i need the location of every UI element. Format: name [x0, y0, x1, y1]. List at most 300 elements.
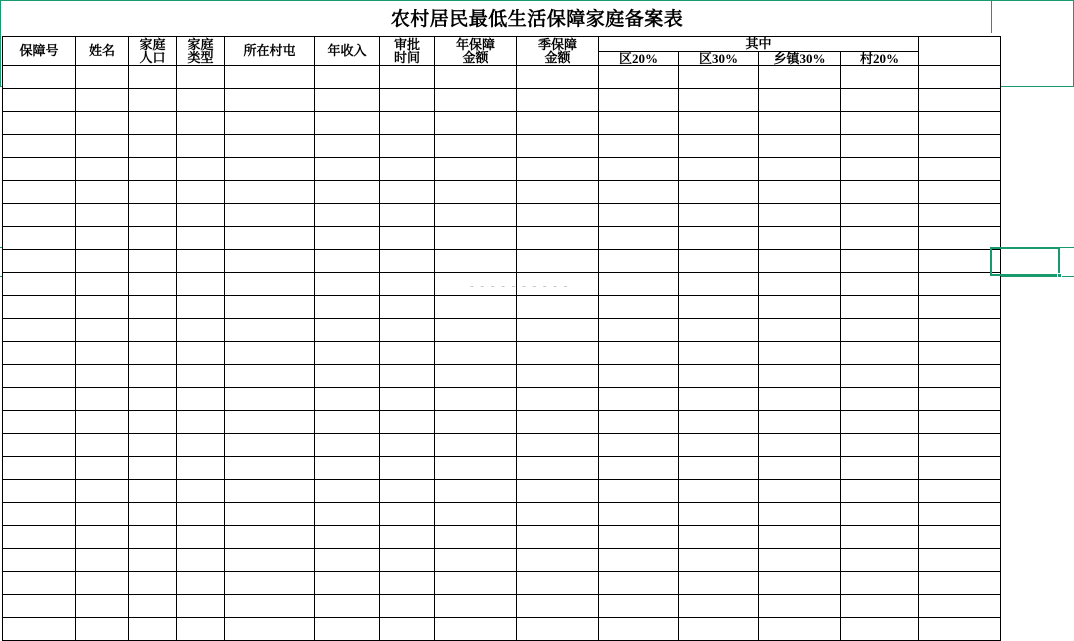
table-cell[interactable] — [76, 595, 129, 618]
table-cell[interactable] — [129, 66, 177, 89]
table-cell[interactable] — [759, 181, 841, 204]
table-cell[interactable] — [517, 595, 599, 618]
table-cell[interactable] — [315, 135, 380, 158]
table-cell[interactable] — [177, 135, 225, 158]
table-cell[interactable] — [599, 273, 679, 296]
table-cell[interactable] — [380, 526, 435, 549]
table-cell[interactable] — [679, 549, 759, 572]
table-cell[interactable] — [129, 457, 177, 480]
table-cell[interactable] — [380, 227, 435, 250]
table-cell[interactable] — [841, 89, 919, 112]
table-cell[interactable] — [76, 204, 129, 227]
table-cell[interactable] — [841, 572, 919, 595]
table-cell[interactable] — [599, 549, 679, 572]
table-cell[interactable] — [841, 319, 919, 342]
table-row[interactable] — [3, 365, 1001, 388]
table-cell[interactable] — [599, 319, 679, 342]
table-cell[interactable] — [517, 89, 599, 112]
table-cell[interactable] — [129, 365, 177, 388]
table-cell[interactable] — [919, 434, 1001, 457]
table-cell[interactable] — [919, 250, 1001, 273]
table-cell[interactable] — [177, 411, 225, 434]
table-cell[interactable] — [3, 480, 76, 503]
table-row[interactable] — [3, 388, 1001, 411]
table-cell[interactable] — [380, 112, 435, 135]
table-cell[interactable] — [919, 549, 1001, 572]
table-cell[interactable] — [517, 365, 599, 388]
table-cell[interactable] — [599, 434, 679, 457]
table-cell[interactable] — [380, 342, 435, 365]
table-row[interactable] — [3, 572, 1001, 595]
table-cell[interactable] — [225, 112, 315, 135]
table-cell[interactable] — [177, 503, 225, 526]
table-cell[interactable] — [919, 503, 1001, 526]
table-cell[interactable] — [380, 411, 435, 434]
table-cell[interactable] — [3, 365, 76, 388]
table-cell[interactable] — [76, 365, 129, 388]
table-cell[interactable] — [919, 411, 1001, 434]
table-cell[interactable] — [315, 549, 380, 572]
table-cell[interactable] — [679, 204, 759, 227]
table-cell[interactable] — [225, 618, 315, 641]
table-cell[interactable] — [841, 273, 919, 296]
table-cell[interactable] — [380, 250, 435, 273]
table-cell[interactable] — [129, 158, 177, 181]
table-cell[interactable] — [315, 480, 380, 503]
table-cell[interactable] — [759, 572, 841, 595]
table-cell[interactable] — [599, 135, 679, 158]
table-cell[interactable] — [759, 618, 841, 641]
table-cell[interactable] — [225, 135, 315, 158]
table-cell[interactable] — [841, 480, 919, 503]
table-cell[interactable] — [3, 503, 76, 526]
table-row[interactable] — [3, 618, 1001, 641]
table-cell[interactable] — [435, 250, 517, 273]
table-cell[interactable] — [435, 112, 517, 135]
table-cell[interactable] — [759, 480, 841, 503]
table-cell[interactable] — [599, 204, 679, 227]
table-cell[interactable] — [919, 388, 1001, 411]
table-cell[interactable] — [435, 572, 517, 595]
table-cell[interactable] — [76, 342, 129, 365]
table-cell[interactable] — [599, 572, 679, 595]
table-cell[interactable] — [517, 388, 599, 411]
table-cell[interactable] — [129, 319, 177, 342]
table-cell[interactable] — [315, 457, 380, 480]
table-cell[interactable] — [759, 526, 841, 549]
table-cell[interactable] — [599, 388, 679, 411]
table-cell[interactable] — [76, 66, 129, 89]
table-cell[interactable] — [3, 342, 76, 365]
table-cell[interactable] — [177, 618, 225, 641]
table-cell[interactable] — [129, 572, 177, 595]
table-cell[interactable] — [177, 66, 225, 89]
table-cell[interactable] — [599, 411, 679, 434]
table-cell[interactable] — [919, 296, 1001, 319]
table-cell[interactable] — [435, 434, 517, 457]
table-row[interactable] — [3, 158, 1001, 181]
table-cell[interactable] — [380, 319, 435, 342]
table-cell[interactable] — [315, 365, 380, 388]
table-cell[interactable] — [3, 273, 76, 296]
table-cell[interactable] — [225, 319, 315, 342]
table-cell[interactable] — [435, 319, 517, 342]
table-cell[interactable] — [841, 549, 919, 572]
table-row[interactable] — [3, 66, 1001, 89]
table-cell[interactable] — [679, 250, 759, 273]
table-cell[interactable] — [679, 526, 759, 549]
table-body[interactable] — [3, 66, 1001, 641]
table-cell[interactable] — [679, 273, 759, 296]
table-cell[interactable] — [129, 89, 177, 112]
table-cell[interactable] — [76, 457, 129, 480]
table-cell[interactable] — [517, 572, 599, 595]
table-cell[interactable] — [76, 89, 129, 112]
table-cell[interactable] — [435, 181, 517, 204]
table-cell[interactable] — [315, 273, 380, 296]
table-cell[interactable] — [129, 181, 177, 204]
table-cell[interactable] — [380, 434, 435, 457]
table-cell[interactable] — [517, 250, 599, 273]
table-cell[interactable] — [759, 549, 841, 572]
table-cell[interactable] — [841, 503, 919, 526]
table-cell[interactable] — [129, 296, 177, 319]
table-cell[interactable] — [759, 227, 841, 250]
table-cell[interactable] — [76, 296, 129, 319]
table-cell[interactable] — [225, 342, 315, 365]
table-cell[interactable] — [517, 181, 599, 204]
table-cell[interactable] — [3, 66, 76, 89]
table-cell[interactable] — [3, 457, 76, 480]
table-cell[interactable] — [435, 549, 517, 572]
table-cell[interactable] — [177, 549, 225, 572]
table-cell[interactable] — [841, 457, 919, 480]
table-cell[interactable] — [679, 572, 759, 595]
table-cell[interactable] — [599, 89, 679, 112]
table-cell[interactable] — [129, 618, 177, 641]
table-cell[interactable] — [679, 457, 759, 480]
table-cell[interactable] — [225, 549, 315, 572]
table-cell[interactable] — [177, 342, 225, 365]
table-cell[interactable] — [380, 618, 435, 641]
table-cell[interactable] — [380, 549, 435, 572]
table-cell[interactable] — [225, 388, 315, 411]
table-cell[interactable] — [919, 572, 1001, 595]
table-cell[interactable] — [225, 227, 315, 250]
table-cell[interactable] — [599, 365, 679, 388]
table-cell[interactable] — [517, 66, 599, 89]
table-cell[interactable] — [841, 595, 919, 618]
table-cell[interactable] — [517, 480, 599, 503]
table-cell[interactable] — [129, 273, 177, 296]
table-cell[interactable] — [919, 66, 1001, 89]
table-cell[interactable] — [225, 411, 315, 434]
table-cell[interactable] — [841, 388, 919, 411]
table-cell[interactable] — [177, 319, 225, 342]
table-cell[interactable] — [759, 365, 841, 388]
table-cell[interactable] — [315, 227, 380, 250]
table-cell[interactable] — [76, 112, 129, 135]
table-cell[interactable] — [679, 89, 759, 112]
table-cell[interactable] — [679, 388, 759, 411]
table-cell[interactable] — [517, 112, 599, 135]
table-cell[interactable] — [225, 595, 315, 618]
table-cell[interactable] — [759, 342, 841, 365]
table-cell[interactable] — [315, 342, 380, 365]
table-row[interactable] — [3, 503, 1001, 526]
table-row[interactable] — [3, 457, 1001, 480]
table-cell[interactable] — [225, 457, 315, 480]
table-cell[interactable] — [435, 595, 517, 618]
table-cell[interactable] — [841, 526, 919, 549]
table-cell[interactable] — [315, 503, 380, 526]
table-cell[interactable] — [435, 227, 517, 250]
table-cell[interactable] — [599, 112, 679, 135]
table-cell[interactable] — [759, 204, 841, 227]
table-cell[interactable] — [76, 549, 129, 572]
table-cell[interactable] — [380, 503, 435, 526]
table-cell[interactable] — [599, 618, 679, 641]
table-cell[interactable] — [380, 480, 435, 503]
table-cell[interactable] — [599, 503, 679, 526]
table-cell[interactable] — [679, 618, 759, 641]
table-cell[interactable] — [76, 273, 129, 296]
table-cell[interactable] — [129, 503, 177, 526]
table-cell[interactable] — [225, 66, 315, 89]
table-cell[interactable] — [841, 158, 919, 181]
table-cell[interactable] — [919, 135, 1001, 158]
table-cell[interactable] — [517, 457, 599, 480]
table-cell[interactable] — [679, 158, 759, 181]
table-cell[interactable] — [759, 158, 841, 181]
table-cell[interactable] — [599, 480, 679, 503]
table-cell[interactable] — [759, 388, 841, 411]
table-cell[interactable] — [129, 434, 177, 457]
table-cell[interactable] — [599, 158, 679, 181]
table-cell[interactable] — [76, 480, 129, 503]
table-cell[interactable] — [380, 388, 435, 411]
table-cell[interactable] — [3, 319, 76, 342]
table-cell[interactable] — [679, 503, 759, 526]
table-cell[interactable] — [3, 549, 76, 572]
table-cell[interactable] — [435, 480, 517, 503]
table-cell[interactable] — [759, 273, 841, 296]
table-cell[interactable] — [177, 388, 225, 411]
table-cell[interactable] — [435, 503, 517, 526]
table-row[interactable] — [3, 319, 1001, 342]
table-cell[interactable] — [380, 572, 435, 595]
table-cell[interactable] — [315, 158, 380, 181]
table-cell[interactable] — [380, 135, 435, 158]
table-cell[interactable] — [3, 89, 76, 112]
table-cell[interactable] — [177, 112, 225, 135]
table-cell[interactable] — [380, 66, 435, 89]
table-cell[interactable] — [129, 204, 177, 227]
table-cell[interactable] — [129, 595, 177, 618]
table-cell[interactable] — [759, 595, 841, 618]
table-cell[interactable] — [177, 526, 225, 549]
table-cell[interactable] — [599, 595, 679, 618]
table-cell[interactable] — [225, 89, 315, 112]
table-cell[interactable] — [380, 273, 435, 296]
table-cell[interactable] — [517, 434, 599, 457]
table-cell[interactable] — [129, 388, 177, 411]
table-cell[interactable] — [759, 112, 841, 135]
table-cell[interactable] — [177, 204, 225, 227]
table-cell[interactable] — [679, 296, 759, 319]
table-cell[interactable] — [380, 296, 435, 319]
table-cell[interactable] — [3, 572, 76, 595]
table-cell[interactable] — [129, 112, 177, 135]
table-cell[interactable] — [177, 457, 225, 480]
table-cell[interactable] — [225, 480, 315, 503]
table-cell[interactable] — [517, 135, 599, 158]
table-cell[interactable] — [517, 526, 599, 549]
table-cell[interactable] — [380, 89, 435, 112]
table-cell[interactable] — [129, 480, 177, 503]
table-cell[interactable] — [841, 365, 919, 388]
table-cell[interactable] — [679, 342, 759, 365]
table-cell[interactable] — [3, 618, 76, 641]
table-cell[interactable] — [315, 526, 380, 549]
table-cell[interactable] — [919, 480, 1001, 503]
table-cell[interactable] — [177, 365, 225, 388]
table-cell[interactable] — [3, 250, 76, 273]
table-cell[interactable] — [435, 365, 517, 388]
table-cell[interactable] — [129, 227, 177, 250]
table-cell[interactable] — [225, 158, 315, 181]
table-cell[interactable] — [225, 250, 315, 273]
table-cell[interactable] — [517, 342, 599, 365]
table-cell[interactable] — [841, 135, 919, 158]
table-cell[interactable] — [380, 158, 435, 181]
table-cell[interactable] — [315, 89, 380, 112]
table-cell[interactable] — [679, 181, 759, 204]
table-cell[interactable] — [435, 342, 517, 365]
table-cell[interactable] — [759, 411, 841, 434]
table-cell[interactable] — [919, 457, 1001, 480]
table-cell[interactable] — [177, 434, 225, 457]
table-cell[interactable] — [225, 503, 315, 526]
table-cell[interactable] — [177, 296, 225, 319]
table-cell[interactable] — [3, 296, 76, 319]
table-cell[interactable] — [599, 296, 679, 319]
table-cell[interactable] — [76, 158, 129, 181]
table-cell[interactable] — [177, 89, 225, 112]
table-cell[interactable] — [517, 503, 599, 526]
table-cell[interactable] — [177, 250, 225, 273]
table-cell[interactable] — [380, 457, 435, 480]
table-cell[interactable] — [919, 181, 1001, 204]
table-cell[interactable] — [599, 250, 679, 273]
table-cell[interactable] — [76, 503, 129, 526]
table-cell[interactable] — [759, 296, 841, 319]
table-cell[interactable] — [76, 250, 129, 273]
table-cell[interactable] — [841, 204, 919, 227]
table-cell[interactable] — [3, 411, 76, 434]
table-cell[interactable] — [76, 526, 129, 549]
table-cell[interactable] — [3, 595, 76, 618]
table-cell[interactable] — [315, 204, 380, 227]
table-cell[interactable] — [919, 227, 1001, 250]
table-cell[interactable] — [517, 411, 599, 434]
table-cell[interactable] — [517, 204, 599, 227]
table-cell[interactable] — [380, 595, 435, 618]
table-cell[interactable] — [599, 227, 679, 250]
table-cell[interactable] — [129, 342, 177, 365]
table-cell[interactable] — [759, 503, 841, 526]
table-cell[interactable] — [315, 595, 380, 618]
table-cell[interactable] — [919, 204, 1001, 227]
table-cell[interactable] — [919, 618, 1001, 641]
table-cell[interactable] — [177, 158, 225, 181]
table-cell[interactable] — [315, 181, 380, 204]
table-cell[interactable] — [919, 112, 1001, 135]
table-cell[interactable] — [679, 480, 759, 503]
table-cell[interactable] — [225, 273, 315, 296]
table-cell[interactable] — [76, 618, 129, 641]
table-cell[interactable] — [759, 66, 841, 89]
table-cell[interactable] — [177, 480, 225, 503]
table-row[interactable] — [3, 135, 1001, 158]
table-row[interactable] — [3, 526, 1001, 549]
table-cell[interactable] — [841, 66, 919, 89]
table-cell[interactable] — [679, 319, 759, 342]
table-cell[interactable] — [177, 595, 225, 618]
table-cell[interactable] — [919, 365, 1001, 388]
table-row[interactable] — [3, 89, 1001, 112]
table-cell[interactable] — [599, 342, 679, 365]
table-cell[interactable] — [3, 388, 76, 411]
table-cell[interactable] — [435, 526, 517, 549]
table-cell[interactable] — [841, 434, 919, 457]
table-cell[interactable] — [679, 411, 759, 434]
table-cell[interactable] — [679, 365, 759, 388]
table-cell[interactable] — [759, 135, 841, 158]
benefit-registration-table[interactable] — [2, 36, 1001, 641]
table-cell[interactable] — [76, 227, 129, 250]
table-cell[interactable] — [679, 434, 759, 457]
table-cell[interactable] — [315, 319, 380, 342]
table-row[interactable] — [3, 181, 1001, 204]
table-cell[interactable] — [129, 135, 177, 158]
table-cell[interactable] — [3, 434, 76, 457]
table-cell[interactable] — [919, 89, 1001, 112]
table-cell[interactable] — [435, 457, 517, 480]
table-cell[interactable] — [841, 618, 919, 641]
table-cell[interactable] — [759, 89, 841, 112]
table-cell[interactable] — [225, 365, 315, 388]
table-cell[interactable] — [3, 526, 76, 549]
table-cell[interactable] — [679, 135, 759, 158]
table-cell[interactable] — [76, 135, 129, 158]
table-cell[interactable] — [841, 296, 919, 319]
table-cell[interactable] — [380, 181, 435, 204]
table-cell[interactable] — [841, 112, 919, 135]
table-cell[interactable] — [599, 181, 679, 204]
table-cell[interactable] — [759, 457, 841, 480]
table-cell[interactable] — [315, 112, 380, 135]
table-cell[interactable] — [76, 572, 129, 595]
table-cell[interactable] — [517, 227, 599, 250]
table-cell[interactable] — [679, 595, 759, 618]
table-cell[interactable] — [679, 112, 759, 135]
table-row[interactable] — [3, 112, 1001, 135]
table-cell[interactable] — [759, 434, 841, 457]
table-cell[interactable] — [3, 135, 76, 158]
selection-fill-handle[interactable] — [1057, 273, 1062, 278]
table-row[interactable] — [3, 411, 1001, 434]
